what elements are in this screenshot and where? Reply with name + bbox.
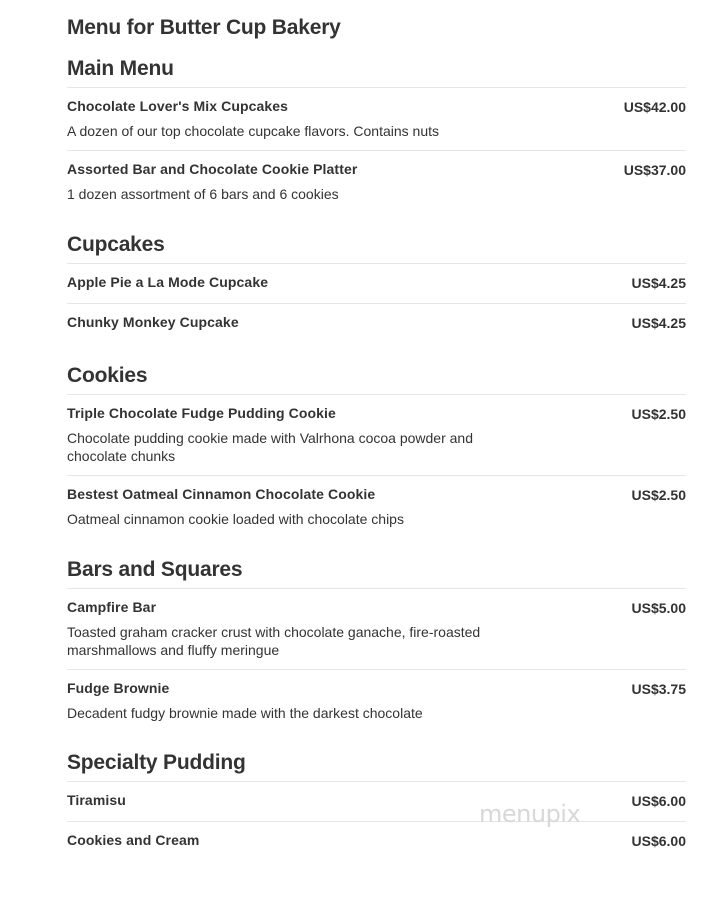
item-price: US$2.50 (631, 487, 686, 503)
item-price: US$4.25 (631, 315, 686, 331)
section-bars-and-squares (67, 558, 686, 732)
section-specialty-pudding (67, 751, 686, 861)
section-cookies (67, 364, 686, 538)
menu-item (67, 263, 686, 303)
menu-item (67, 87, 686, 150)
item-name: Chunky Monkey Cupcake (67, 314, 239, 330)
item-price: US$37.00 (623, 162, 686, 178)
menu-item (67, 781, 686, 821)
item-name: Cookies and Cream (67, 832, 200, 848)
item-description: Chocolate pudding cookie made with Valrhona cocoa powder and chocolate chunks (67, 430, 474, 464)
section-title: Main Menu (67, 57, 174, 80)
page-title: Menu for Butter Cup Bakery (67, 16, 341, 39)
section-title: Bars and Squares (67, 558, 243, 581)
menu-item (67, 669, 686, 732)
item-description: Decadent fudgy brownie made with the darkest chocolate (67, 705, 423, 721)
item-description: Toasted graham cracker crust with chocolate ganache, fire-roasted marshmallows and fluffy meringue (67, 624, 481, 658)
item-price: US$5.00 (631, 600, 686, 616)
item-name: Campfire Bar (67, 599, 157, 615)
menu-item (67, 821, 686, 861)
item-name: Bestest Oatmeal Cinnamon Chocolate Cookie (67, 486, 376, 502)
item-price: US$3.75 (631, 681, 686, 697)
item-price: US$6.00 (631, 793, 686, 809)
item-price: US$42.00 (623, 99, 686, 115)
menu-item (67, 394, 686, 475)
watermark-logo: menupix (479, 800, 581, 828)
menu-item (67, 475, 686, 538)
section-title: Cookies (67, 364, 148, 387)
item-name: Chocolate Lover's Mix Cupcakes (67, 98, 289, 114)
section-main-menu (67, 57, 686, 213)
item-description: A dozen of our top chocolate cupcake flavors. Contains nuts (67, 123, 440, 139)
item-description: 1 dozen assortment of 6 bars and 6 cookies (67, 186, 339, 202)
menu-item (67, 303, 686, 343)
section-title: Cupcakes (67, 233, 165, 256)
item-price: US$4.25 (631, 275, 686, 291)
section-title: Specialty Pudding (67, 751, 246, 774)
item-description: Oatmeal cinnamon cookie loaded with chocolate chips (67, 511, 404, 527)
item-price: US$6.00 (631, 833, 686, 849)
item-name: Tiramisu (67, 792, 126, 808)
item-name: Assorted Bar and Chocolate Cookie Platter (67, 161, 358, 177)
menu-item (67, 588, 686, 669)
menu-item (67, 150, 686, 213)
item-name: Fudge Brownie (67, 680, 170, 696)
item-name: Apple Pie a La Mode Cupcake (67, 274, 269, 290)
section-cupcakes (67, 233, 686, 343)
item-name: Triple Chocolate Fudge Pudding Cookie (67, 405, 336, 421)
item-price: US$2.50 (631, 406, 686, 422)
